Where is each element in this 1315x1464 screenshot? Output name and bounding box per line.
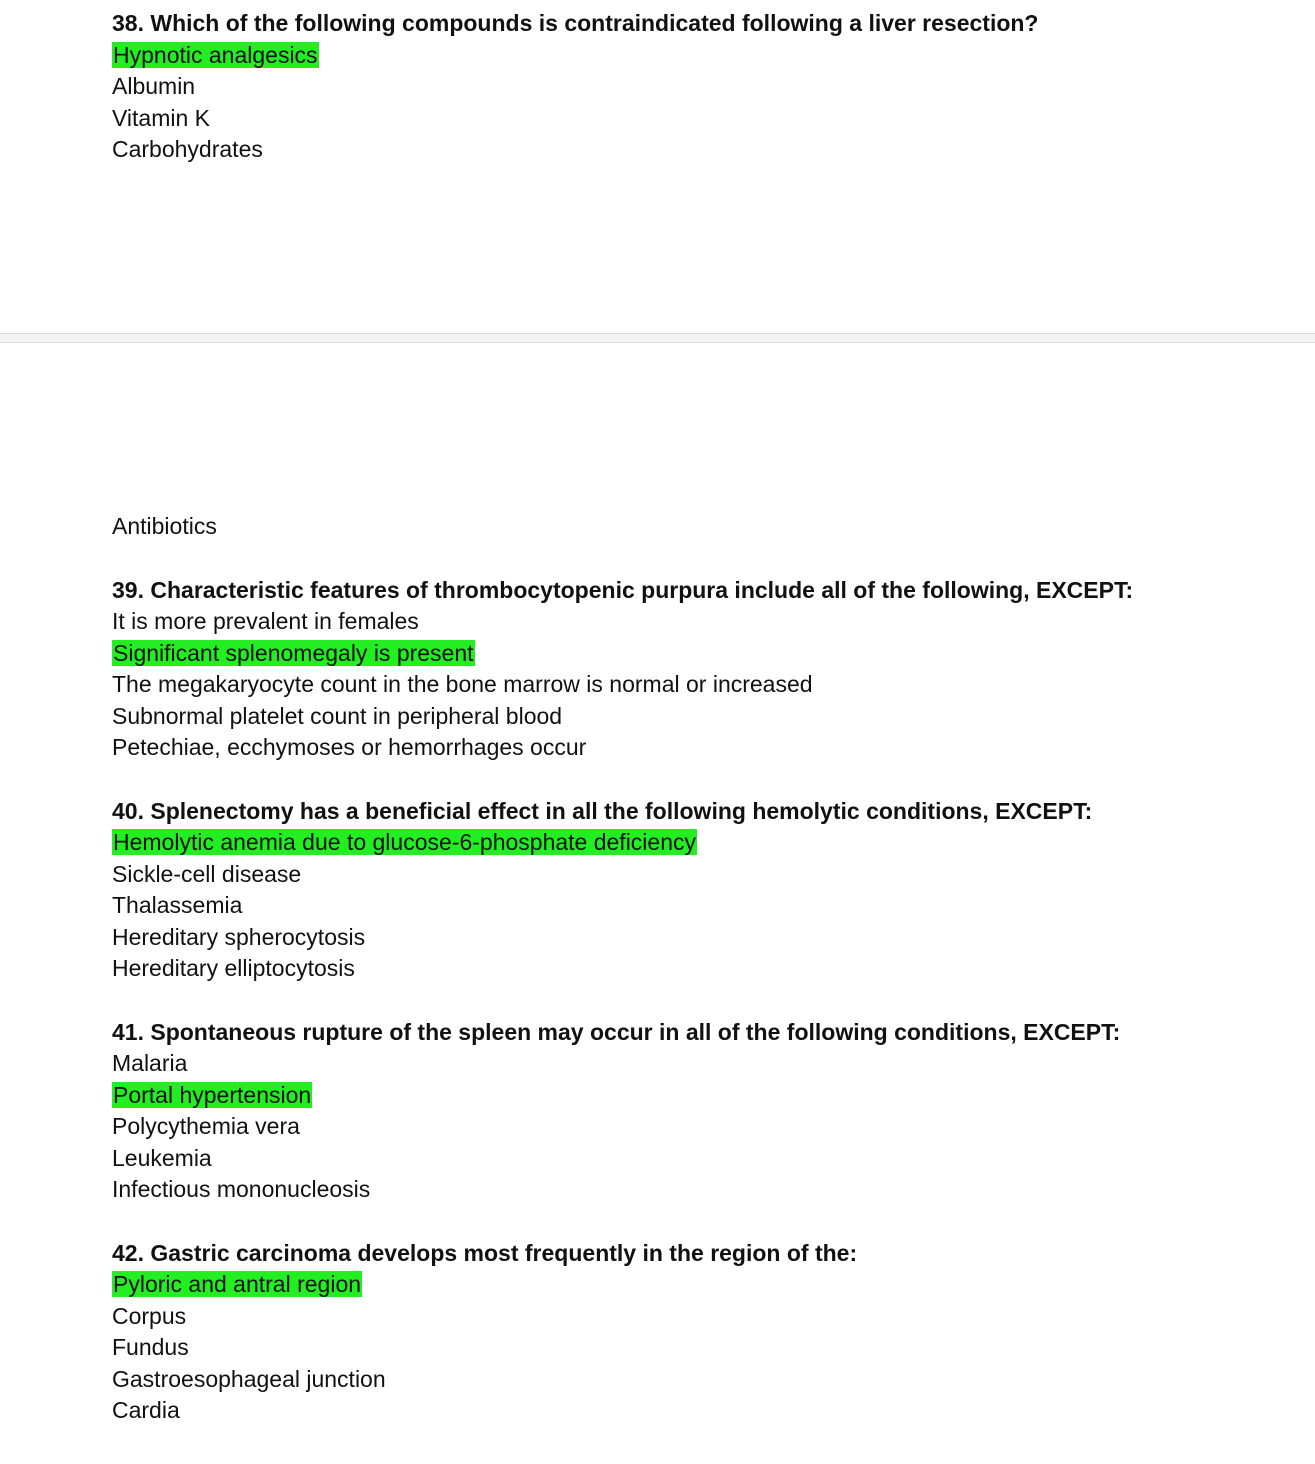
q40-option-1 bbox=[112, 827, 697, 857]
q42-option-1 bbox=[112, 1269, 362, 1299]
q39-option-2 bbox=[112, 638, 475, 668]
question-38: 38. Which of the following compounds is contraindicated following a liver resection? bbox=[112, 10, 1039, 36]
q40-option-5: Hereditary elliptocytosis bbox=[112, 955, 355, 981]
q39-option-1: It is more prevalent in females bbox=[112, 608, 419, 634]
q41-option-4: Leukemia bbox=[112, 1145, 212, 1171]
q41-option-1: Malaria bbox=[112, 1050, 188, 1076]
question-39: 39. Characteristic features of thrombocytopenic purpura include all of the following, EXCEPT: bbox=[112, 577, 1134, 603]
page-break bbox=[0, 333, 1315, 343]
q39-option-5: Petechiae, ecchymoses or hemorrhages occur bbox=[112, 734, 587, 760]
q42-option-3: Fundus bbox=[112, 1334, 189, 1360]
q42-option-5: Cardia bbox=[112, 1397, 180, 1423]
highlighted-answer: Portal hypertension bbox=[113, 1082, 312, 1108]
q42-option-2: Corpus bbox=[112, 1303, 187, 1329]
q40-option-2: Sickle-cell disease bbox=[112, 861, 302, 887]
q38-option-4: Carbohydrates bbox=[112, 136, 263, 162]
question-42: 42. Gastric carcinoma develops most frequently in the region of the: bbox=[112, 1240, 858, 1266]
q38-option-5: Antibiotics bbox=[112, 513, 217, 539]
q41-option-3: Polycythemia vera bbox=[112, 1113, 300, 1139]
highlighted-answer: Hemolytic anemia due to glucose-6-phosphate deficiency bbox=[113, 829, 696, 855]
question-41: 41. Spontaneous rupture of the spleen may occur in all of the following conditions, EXCEPT: bbox=[112, 1019, 1121, 1045]
q41-option-5: Infectious mononucleosis bbox=[112, 1176, 371, 1202]
q40-option-4: Hereditary spherocytosis bbox=[112, 924, 366, 950]
highlighted-answer: Hypnotic analgesics bbox=[113, 42, 318, 68]
q39-option-4: Subnormal platelet count in peripheral blood bbox=[112, 703, 563, 729]
q38-option-2: Albumin bbox=[112, 73, 196, 99]
q38-option-3: Vitamin K bbox=[112, 105, 211, 131]
q41-option-2 bbox=[112, 1080, 312, 1110]
q40-option-3: Thalassemia bbox=[112, 892, 243, 918]
question-40: 40. Splenectomy has a beneficial effect in all the following hemolytic conditions, EXCEPT: bbox=[112, 798, 1093, 824]
highlighted-answer: Significant splenomegaly is present bbox=[113, 640, 474, 666]
highlighted-answer: Pyloric and antral region bbox=[113, 1271, 362, 1297]
q42-option-4: Gastroesophageal junction bbox=[112, 1366, 386, 1392]
q39-option-3: The megakaryocyte count in the bone marrow is normal or increased bbox=[112, 671, 813, 697]
q38-option-1 bbox=[112, 40, 319, 70]
